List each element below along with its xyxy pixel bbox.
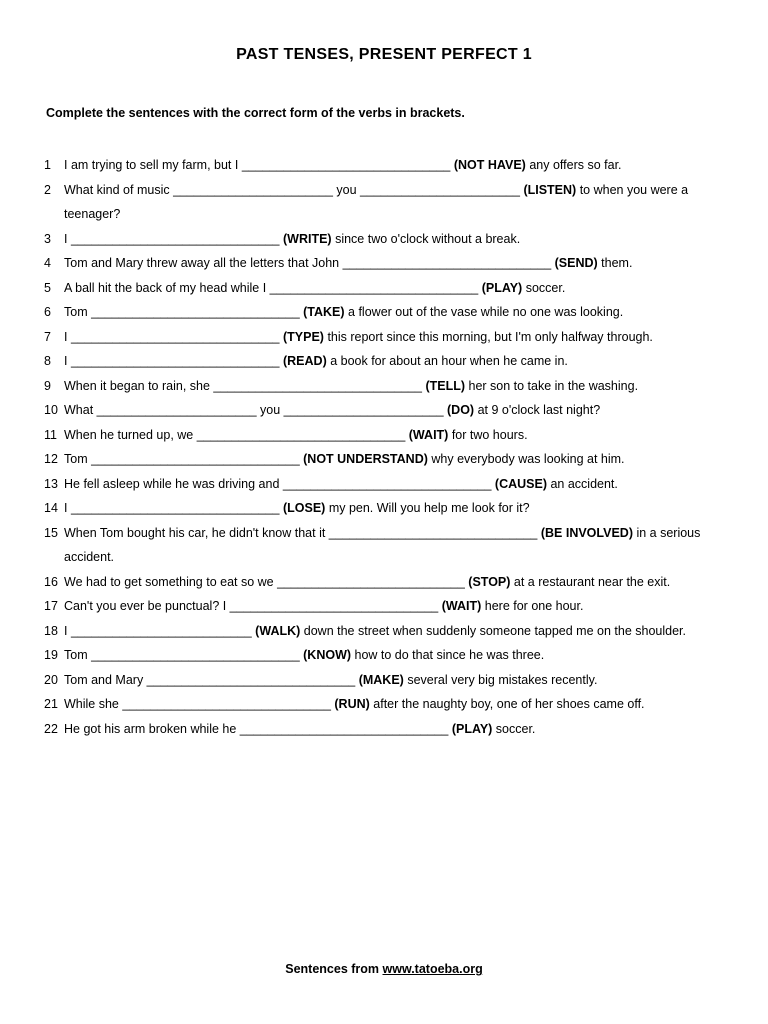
sentence-text: to when you were a teenager? xyxy=(64,182,689,221)
verb-hint: (PLAY) xyxy=(481,280,523,295)
exercise-number: 7 xyxy=(44,329,51,344)
sentence-text: Tom and Mary ______________________________ xyxy=(64,672,359,687)
sentence-text: several very big mistakes recently. xyxy=(403,672,598,687)
exercise-item xyxy=(44,496,744,521)
sentence-text: He fell asleep while he was driving and ______________________________ xyxy=(64,476,495,491)
sentence-text: I __________________________ xyxy=(64,623,256,638)
exercise-sentence xyxy=(64,619,744,644)
exercise-sentence xyxy=(64,153,744,178)
exercise-sentence xyxy=(64,570,744,595)
sentence-text: Tom ______________________________ xyxy=(64,452,304,466)
verb-hint: (TYPE) xyxy=(282,329,324,344)
sentence-text: at a restaurant near the exit. xyxy=(510,574,671,589)
verb-hint: (WAIT) xyxy=(441,599,482,613)
verb-hint: (READ) xyxy=(282,354,327,368)
exercise-sentence xyxy=(64,325,744,350)
exercise-sentence xyxy=(64,423,744,448)
sentence-text: Tom and Mary threw away all the letters that John ______________________________ xyxy=(64,256,555,270)
exercise-number: 20 xyxy=(44,672,58,687)
sentence-text: Tom ______________________________ xyxy=(64,648,304,662)
exercise-item xyxy=(44,619,744,644)
exercise-sentence xyxy=(64,496,744,521)
verb-hint: (NOT HAVE) xyxy=(453,158,526,172)
sentence-text: here for one hour. xyxy=(481,599,584,613)
verb-hint: (STOP) xyxy=(468,574,511,589)
exercise-sentence xyxy=(64,251,744,276)
sentence-text: I am trying to sell my farm, but I ______________________________ xyxy=(64,158,454,172)
exercise-sentence xyxy=(64,692,744,717)
sentence-text: What _______________________ you _______________________ xyxy=(64,403,448,417)
exercise-sentence xyxy=(64,668,744,693)
sentence-text: why everybody was looking at him. xyxy=(427,452,625,466)
sentence-text: this report since this morning, but I'm only halfway through. xyxy=(323,329,653,344)
exercise-sentence xyxy=(64,227,744,252)
sentence-text: a book for about an hour when he came in. xyxy=(326,354,568,368)
exercise-item xyxy=(44,570,744,595)
exercise-item xyxy=(44,521,744,570)
exercise-sentence xyxy=(64,594,744,619)
exercise-item xyxy=(44,472,744,497)
exercise-item xyxy=(44,447,744,472)
exercise-sentence xyxy=(64,521,744,570)
exercise-number: 19 xyxy=(44,648,58,662)
sentence-text: I ______________________________ xyxy=(64,231,283,246)
verb-hint: (SEND) xyxy=(554,256,598,270)
exercise-sentence xyxy=(64,276,744,301)
exercise-item xyxy=(44,251,744,276)
exercise-number: 11 xyxy=(44,427,57,442)
sentence-text: Can't you ever be punctual? I ______________________________ xyxy=(64,599,442,613)
exercise-item xyxy=(44,423,744,448)
sentence-text: a flower out of the vase while no one was looking. xyxy=(344,305,624,319)
exercise-item xyxy=(44,178,744,227)
sentence-text: any offers so far. xyxy=(525,158,622,172)
sentence-text: We had to get something to eat so we ___________________________ xyxy=(64,574,469,589)
exercise-sentence xyxy=(64,472,744,497)
exercise-number: 9 xyxy=(44,378,51,393)
exercise-item xyxy=(44,153,744,178)
exercise-number: 16 xyxy=(44,574,58,589)
exercise-item xyxy=(44,692,744,717)
exercise-number: 15 xyxy=(44,525,58,540)
sentence-text: how to do that since he was three. xyxy=(351,648,545,662)
exercise-number: 14 xyxy=(44,501,58,515)
exercise-item xyxy=(44,349,744,374)
sentence-text: her son to take in the washing. xyxy=(465,378,639,393)
exercise-number: 3 xyxy=(44,231,51,246)
page-title: PAST TENSES, PRESENT PERFECT 1 xyxy=(236,46,532,63)
verb-hint: (NOT UNDERSTAND) xyxy=(303,452,428,466)
sentence-text: down the street when suddenly someone tapped me on the shoulder. xyxy=(300,623,686,638)
sentence-text: When he turned up, we ______________________________ xyxy=(64,427,409,442)
verb-hint: (DO) xyxy=(447,403,475,417)
sentence-text: after the naughty boy, one of her shoes came off. xyxy=(369,697,645,711)
sentence-text: since two o'clock without a break. xyxy=(331,231,521,246)
exercise-item xyxy=(44,594,744,619)
verb-hint: (WAIT) xyxy=(408,427,449,442)
exercise-number: 8 xyxy=(44,354,51,368)
exercise-number: 18 xyxy=(44,623,58,638)
sentence-text: I ______________________________ xyxy=(64,354,283,368)
instructions: Complete the sentences with the correct form of the verbs in brackets. xyxy=(46,106,465,120)
exercise-item xyxy=(44,398,744,423)
exercise-sentence xyxy=(64,178,744,227)
sentence-text: at 9 o'clock last night? xyxy=(474,403,601,417)
exercise-item xyxy=(44,300,744,325)
exercise-number: 5 xyxy=(44,280,51,295)
exercise-number: 21 xyxy=(44,697,58,711)
verb-hint: (BE INVOLVED) xyxy=(540,525,633,540)
sentence-text: my pen. Will you help me look for it? xyxy=(325,501,530,515)
verb-hint: (MAKE) xyxy=(358,672,404,687)
footer-prefix: Sentences from xyxy=(285,962,383,976)
sentence-text: While she ______________________________ xyxy=(64,697,335,711)
sentence-text: A ball hit the back of my head while I ______________________________ xyxy=(64,280,482,295)
verb-hint: (WALK) xyxy=(255,623,301,638)
tatoeba-link[interactable]: www.tatoeba.org xyxy=(382,962,483,976)
exercise-item xyxy=(44,374,744,399)
exercise-number: 6 xyxy=(44,305,51,319)
sentence-text: soccer. xyxy=(492,721,536,736)
exercise-number: 1 xyxy=(44,158,51,172)
exercise-number: 17 xyxy=(44,599,58,613)
verb-hint: (WRITE) xyxy=(282,231,332,246)
exercise-sentence xyxy=(64,300,744,325)
sentence-text: When it began to rain, she ______________________________ xyxy=(64,378,426,393)
sentence-text: soccer. xyxy=(522,280,566,295)
verb-hint: (KNOW) xyxy=(303,648,352,662)
exercise-item xyxy=(44,325,744,350)
verb-hint: (CAUSE) xyxy=(494,476,547,491)
sentence-text: an accident. xyxy=(547,476,618,491)
exercise-number: 2 xyxy=(44,182,51,197)
sentence-text: in a serious accident. xyxy=(64,525,701,564)
exercise-number: 4 xyxy=(44,256,51,270)
exercise-sentence xyxy=(64,643,744,668)
exercise-sentence xyxy=(64,349,744,374)
exercise-sentence xyxy=(64,374,744,399)
verb-hint: (LISTEN) xyxy=(523,182,577,197)
exercise-item xyxy=(44,668,744,693)
sentence-text: He got his arm broken while he ______________________________ xyxy=(64,721,452,736)
exercise-list xyxy=(44,153,744,741)
sentence-text: I ______________________________ xyxy=(64,501,283,515)
sentence-text: When Tom bought his car, he didn't know that it ______________________________ xyxy=(64,525,541,540)
verb-hint: (RUN) xyxy=(334,697,370,711)
footer xyxy=(0,962,768,976)
exercise-item xyxy=(44,276,744,301)
exercise-sentence xyxy=(64,398,744,423)
sentence-text: them. xyxy=(597,256,633,270)
verb-hint: (TAKE) xyxy=(303,305,345,319)
exercise-sentence xyxy=(64,717,744,742)
exercise-number: 13 xyxy=(44,476,58,491)
exercise-item xyxy=(44,717,744,742)
sentence-text: Tom ______________________________ xyxy=(64,305,304,319)
exercise-item xyxy=(44,643,744,668)
exercise-sentence xyxy=(64,447,744,472)
sentence-text: for two hours. xyxy=(448,427,528,442)
exercise-number: 10 xyxy=(44,403,58,417)
exercise-number: 12 xyxy=(44,452,58,466)
verb-hint: (LOSE) xyxy=(282,501,326,515)
sentence-text: What kind of music _______________________ you _______________________ xyxy=(64,182,524,197)
verb-hint: (TELL) xyxy=(425,378,466,393)
sentence-text: I ______________________________ xyxy=(64,329,283,344)
exercise-item xyxy=(44,227,744,252)
exercise-number: 22 xyxy=(44,721,58,736)
verb-hint: (PLAY) xyxy=(451,721,493,736)
